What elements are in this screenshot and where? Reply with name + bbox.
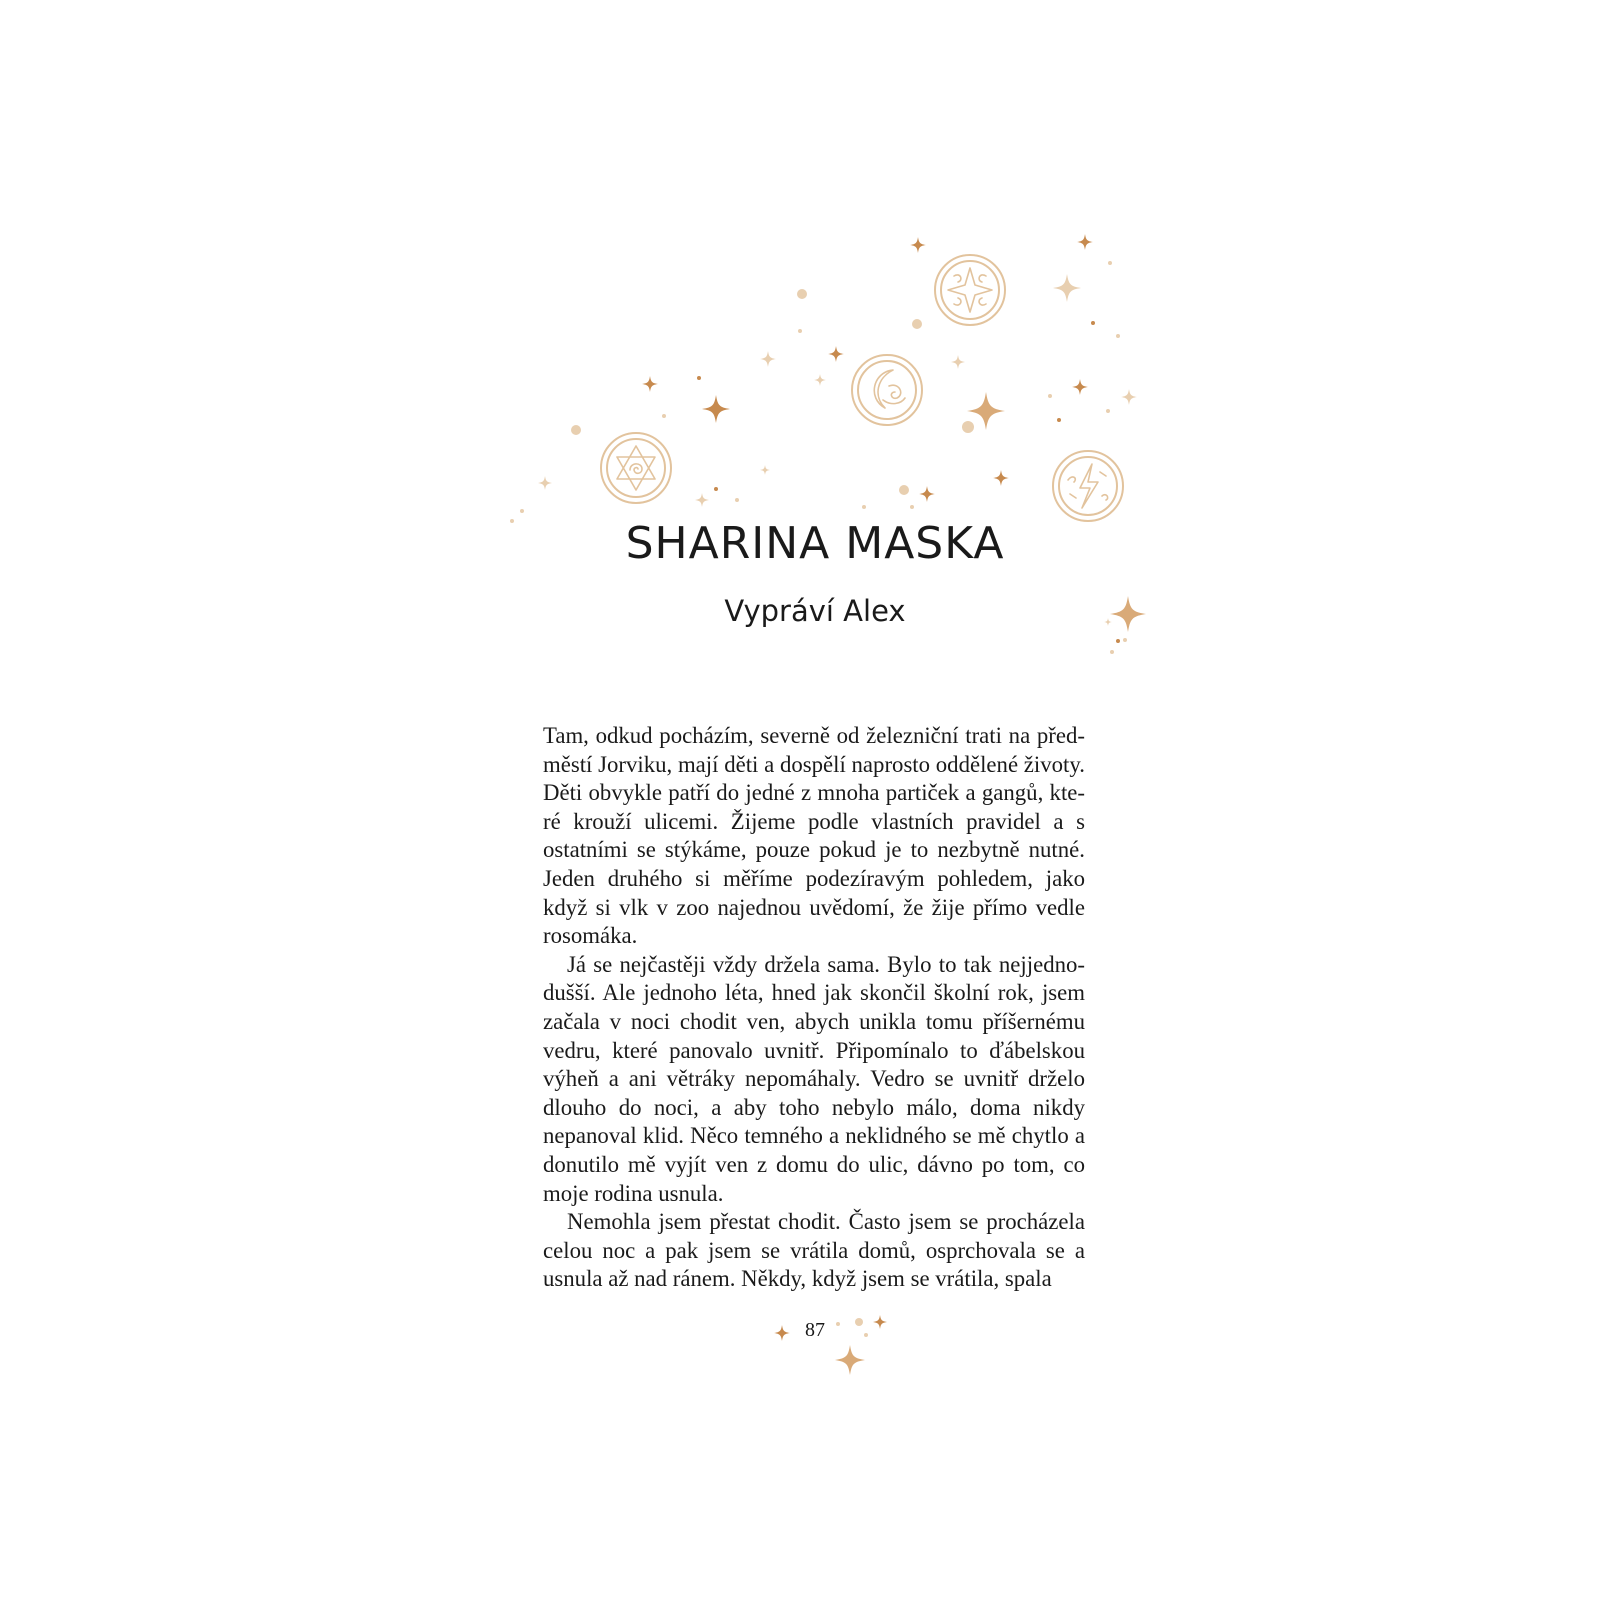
star-rune-icon: [935, 255, 1005, 325]
paragraph: Tam, odkud pocházím, severně od železniční trati na předměstí Jorviku, mají děti a dospělí naprosto oddělené životy. Děti obvykle patří do jedné z mnoha partiček a gangů, které krouží ulicemi. Žijeme podle vlastních pravidel a s ostatními se stýkáme, pouze pokud je to nezbytně nutné. Jeden druhého si měříme podezíravým pohledem, jako když si vlk v zoo najednou uvědomí, že žije přímo vedle rosomáka.: [543, 723, 1085, 949]
chapter-subtitle: Vypráví Alex: [724, 594, 906, 628]
body-text: [543, 722, 1085, 1294]
paragraph: Nemohla jsem přestat chodit. Často jsem se procházela celou noc a pak jsem se vrátila domů, osprchovala se a usnula až nad ránem. Někdy, když jsem se vrátila, spala: [543, 1209, 1085, 1292]
lightning-rune-icon: [1053, 451, 1123, 521]
page-number: 87: [805, 1319, 825, 1341]
paragraph: Já se nejčastěji vždy držela sama. Bylo to tak nejjednodušší. Ale jednoho léta, hned jak skončil školní rok, jsem začala v noci chodit ven, abych unikla tomu příšernému vedru, které panovalo uvnitř. Připomínalo to ďábelskou výheň a ani větráky nepomáhaly. Vedro se uvnitř drželo dlouho do noci, a aby toho nebylo málo, doma nikdy nepanoval klid. Něco temného a neklidného se mě chytlo a donutilo mě vyjít ven z domu do ulic, dávno po tom, co moje rodina usnula.: [543, 951, 1085, 1206]
sun-rune-icon: [601, 433, 671, 503]
chapter-title: SHARINA MASKA: [625, 518, 1005, 569]
moon-rune-icon: [852, 355, 922, 425]
